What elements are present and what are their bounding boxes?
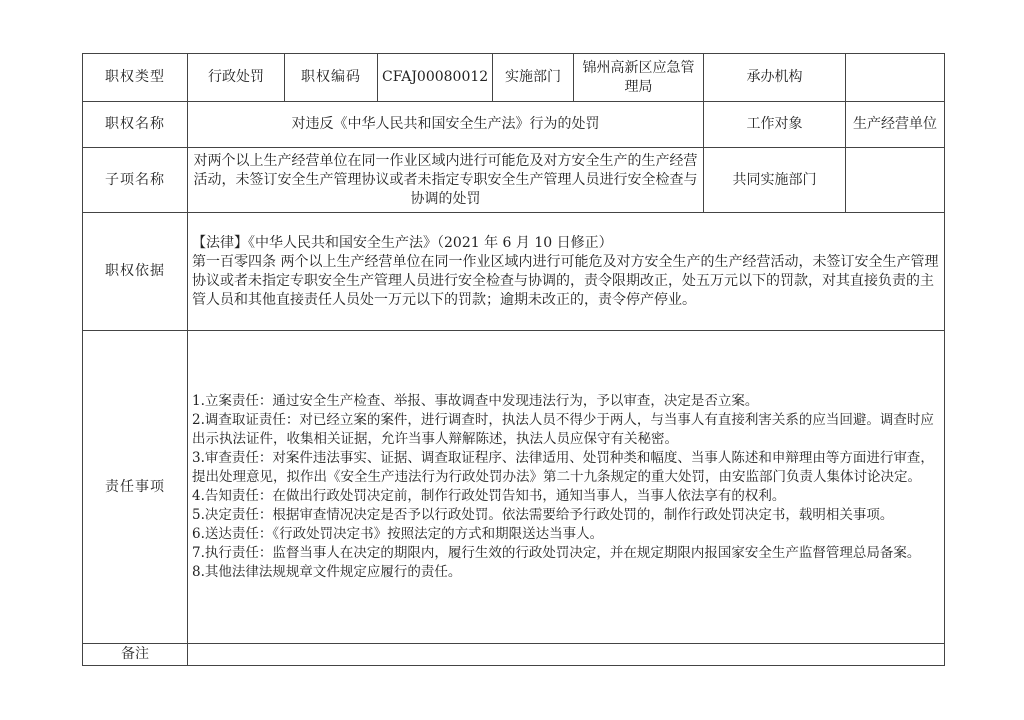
authority-table <box>82 53 945 666</box>
joint-dept-label: 共同实施部门 <box>704 148 846 213</box>
authority-name-value: 对违反《中华人民共和国安全生产法》行为的处罚 <box>188 102 704 148</box>
authority-code-label: 职权编码 <box>285 54 378 102</box>
handling-agency-value <box>846 54 945 102</box>
authority-type-label: 职权类型 <box>83 54 188 102</box>
responsibility-item: 1.立案责任：通过安全生产检查、举报、事故调查中发现违法行为，予以审查，决定是否立案。 <box>192 393 759 409</box>
basis-article-text: 第一百零四条 两个以上生产经营单位在同一作业区域内进行可能危及对方安全生产的生产经营活动，未签订安全生产管理协议或者未指定专职安全生产管理人员进行安全检查与协调的，责令限期改正，处五万元以下的罚款，对其直接负责的主管人员和其他直接责任人员处一万元以下的罚款；逾期未改正的，责令停产停业。 <box>192 253 939 308</box>
remarks-label: 备注 <box>83 644 188 666</box>
responsibility-item: 3.审查责任：对案件违法事实、证据、调查取证程序、法律适用、处罚种类和幅度、当事人陈述和申辩理由等方面进行审查，提出处理意见，拟作出《安全生产违法行为行政处罚办法》第二十九条规定的重大处罚，由安监部门负责人集体讨论决定。 <box>192 450 934 485</box>
responsibility-item: 6.送达责任：《行政处罚决定书》按照法定的方式和期限送达当事人。 <box>192 526 604 542</box>
remarks-value <box>188 644 945 666</box>
authority-code-value: CFAJ00080012 <box>378 54 493 102</box>
responsibility-item: 4.告知责任：在做出行政处罚决定前，制作行政处罚告知书，通知当事人，当事人依法享有的权利。 <box>192 488 786 504</box>
joint-dept-value <box>846 148 945 213</box>
work-target-label: 工作对象 <box>704 102 846 148</box>
responsibility-item: 2.调查取证责任：对已经立案的案件，进行调查时，执法人员不得少于两人，与当事人有直接利害关系的应当回避。调查时应出示执法证件，收集相关证据，允许当事人辩解陈述，执法人员应保守有关秘密。 <box>192 412 934 447</box>
authority-type-value: 行政处罚 <box>188 54 285 102</box>
basis-law-title: 【法律】《中华人民共和国安全生产法》（2021 年 6 月 10 日修正） <box>192 234 613 251</box>
authority-basis-content <box>188 213 945 331</box>
work-target-value: 生产经营单位 <box>846 102 945 148</box>
responsibility-item: 7.执行责任：监督当事人在决定的期限内，履行生效的行政处罚决定，并在规定期限内报国家安全生产监督管理总局备案。 <box>192 545 921 561</box>
responsibility-label: 责任事项 <box>83 331 188 644</box>
responsibility-content <box>188 331 945 644</box>
sub-item-label: 子项名称 <box>83 148 188 213</box>
implementing-dept-label: 实施部门 <box>493 54 574 102</box>
authority-basis-label: 职权依据 <box>83 213 188 331</box>
sub-item-value: 对两个以上生产经营单位在同一作业区域内进行可能危及对方安全生产的生产经营活动，未签订安全生产管理协议或者未指定专职安全生产管理人员进行安全检查与协调的处罚 <box>188 148 704 213</box>
handling-agency-label: 承办机构 <box>704 54 846 102</box>
implementing-dept-value: 锦州高新区应急管理局 <box>574 54 704 102</box>
authority-name-label: 职权名称 <box>83 102 188 148</box>
responsibility-item: 8.其他法律法规规章文件规定应履行的责任。 <box>192 564 462 580</box>
responsibility-item: 5.决定责任：根据审查情况决定是否予以行政处罚。依法需要给予行政处罚的，制作行政处罚决定书，载明相关事项。 <box>192 507 894 523</box>
